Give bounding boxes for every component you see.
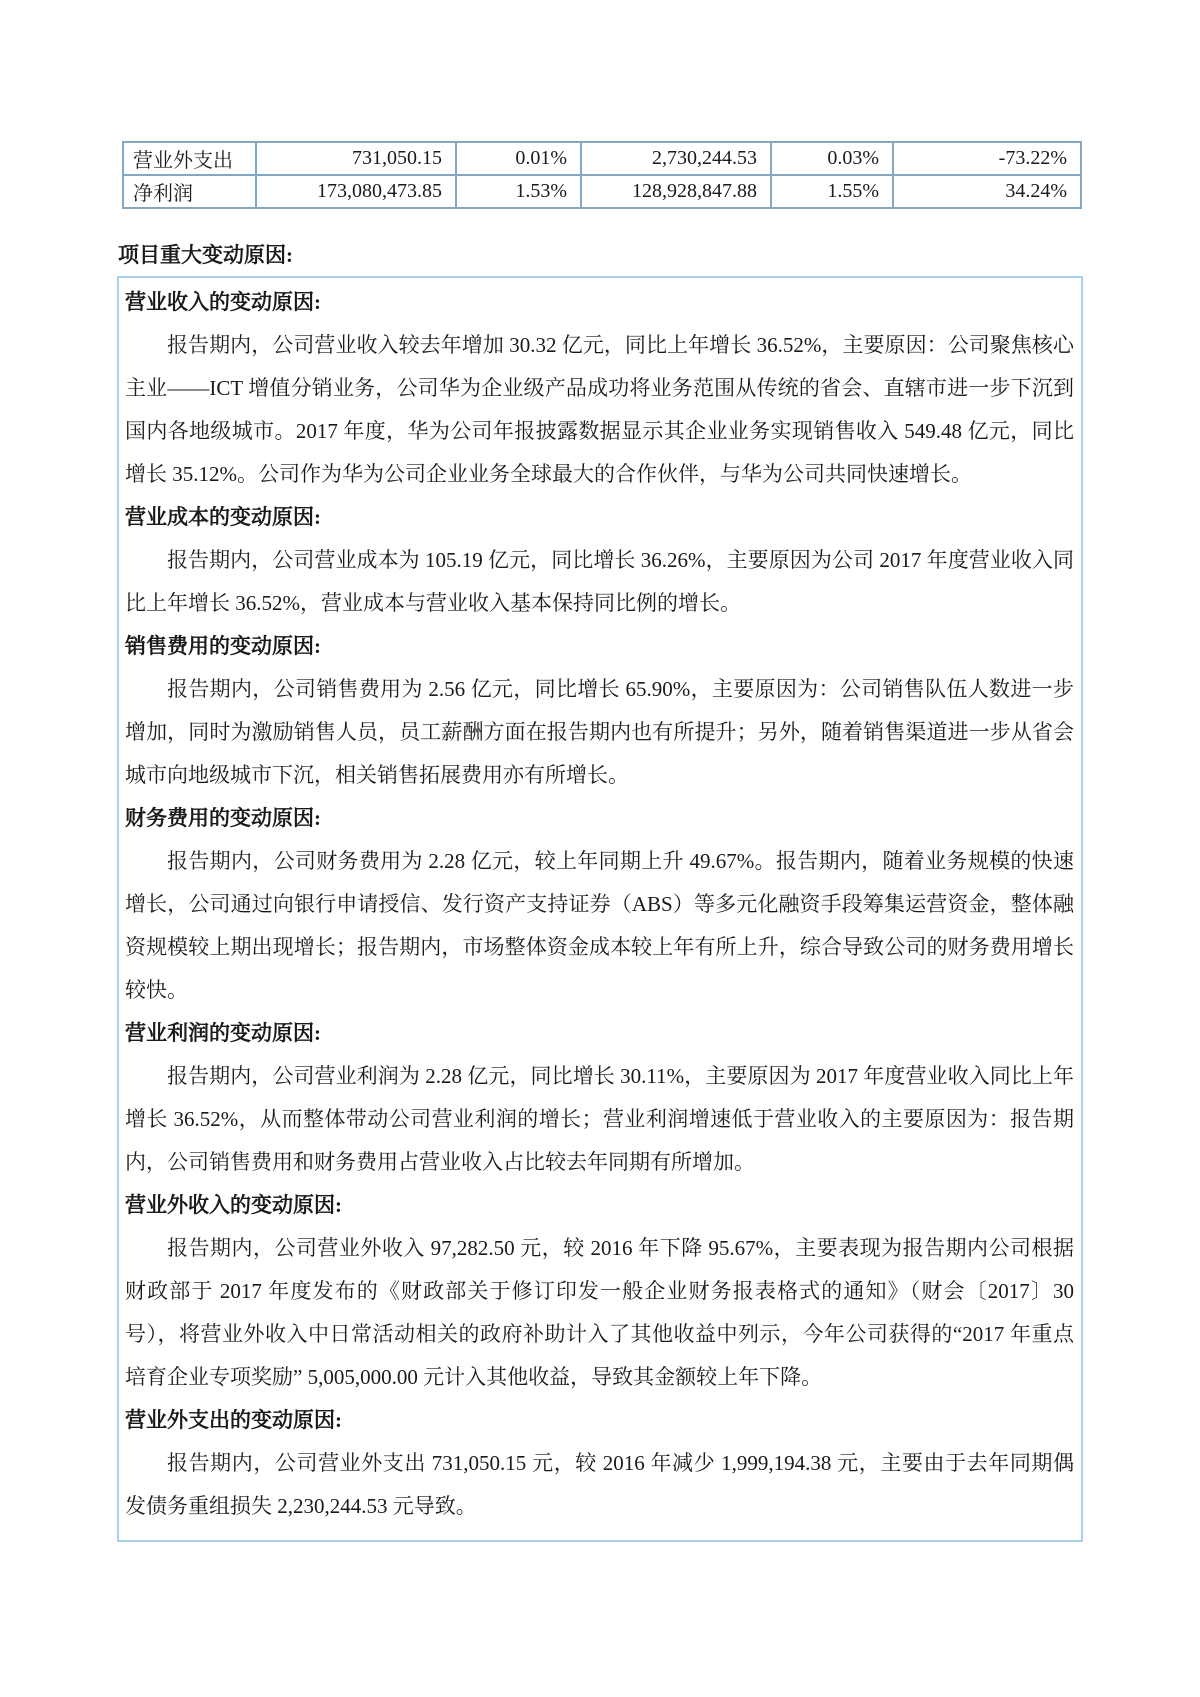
reason-section-financial-expenses — [125, 797, 1074, 1012]
cell-change-percent: -73.22% — [893, 142, 1081, 175]
reason-body: 报告期内，公司营业外收入 97,282.50 元，较 2016 年下降 95.67%，主要表现为报告期内公司根据财政部于 2017 年度发布的《财政部关于修订印发一般企业财务报表格式的通知》（财会〔2017〕30 号），将营业外收入中日常活动相关的政府补助计入了其他收益中列示，今年公司获得的“2017 年重点培育企业专项奖励” 5,005,000.00 元计入其他收益，导致其金额较上年下降。 — [125, 1236, 1074, 1389]
reason-title: 营业利润的变动原因: — [125, 1021, 321, 1045]
reason-body: 报告期内，公司营业成本为 105.19 亿元，同比增长 36.26%，主要原因为公司 2017 年度营业收入同比上年增长 36.52%，营业成本与营业收入基本保持同比例的增长。 — [125, 548, 1074, 615]
reason-section-operating-profit — [125, 1012, 1074, 1184]
reason-title: 营业收入的变动原因: — [125, 290, 321, 314]
reason-title: 销售费用的变动原因: — [125, 634, 321, 658]
table-row-net-profit — [123, 175, 1081, 208]
cell-current-ratio: 0.01% — [456, 142, 581, 175]
reason-title: 营业成本的变动原因: — [125, 505, 321, 529]
reason-body: 报告期内，公司营业外支出 731,050.15 元，较 2016 年减少 1,999,194.38 元，主要由于去年同期偶发债务重组损失 2,230,244.53 元导致。 — [125, 1451, 1074, 1518]
reason-section-selling-expenses — [125, 625, 1074, 797]
reason-body: 报告期内，公司营业收入较去年增加 30.32 亿元，同比上年增长 36.52%，主要原因：公司聚焦核心主业——ICT 增值分销业务，公司华为企业级产品成功将业务范围从传统的省会、直辖市进一步下沉到国内各地级城市。2017 年度，华为公司年报披露数据显示其企业业务实现销售收入 549.48 亿元，同比增长 35.12%。公司作为华为公司企业业务全球最大的合作伙伴，与华为公司共同快速增长。 — [125, 333, 1074, 486]
reason-title: 财务费用的变动原因: — [125, 806, 321, 830]
reason-body: 报告期内，公司财务费用为 2.28 亿元，较上年同期上升 49.67%。报告期内，随着业务规模的快速增长，公司通过向银行申请授信、发行资产支持证券（ABS）等多元化融资手段筹集运营资金，整体融资规模较上期出现增长；报告期内，市场整体资金成本较上年有所上升，综合导致公司的财务费用增长较快。 — [125, 849, 1074, 1002]
reason-body: 报告期内，公司销售费用为 2.56 亿元，同比增长 65.90%，主要原因为：公司销售队伍人数进一步增加，同时为激励销售人员，员工薪酬方面在报告期内也有所提升；另外，随着销售渠道进一步从省会城市向地级城市下沉，相关销售拓展费用亦有所增长。 — [125, 677, 1074, 787]
cell-prior-ratio: 1.55% — [771, 175, 893, 208]
cell-current-amount: 731,050.15 — [256, 142, 456, 175]
section-heading-major-change-reasons: 项目重大变动原因: — [118, 243, 293, 267]
reason-section-operating-cost — [125, 496, 1074, 625]
table-row-nonoperating-expenses — [123, 142, 1081, 175]
cell-prior-ratio: 0.03% — [771, 142, 893, 175]
cell-current-ratio: 1.53% — [456, 175, 581, 208]
financial-summary-table — [122, 141, 1082, 209]
reason-section-operating-revenue — [125, 281, 1074, 496]
cell-current-amount: 173,080,473.85 — [256, 175, 456, 208]
cell-prior-amount: 128,928,847.88 — [581, 175, 771, 208]
reason-section-nonoperating-expenses — [125, 1399, 1074, 1528]
reason-title: 营业外收入的变动原因: — [125, 1193, 342, 1217]
reason-title: 营业外支出的变动原因: — [125, 1408, 342, 1432]
reason-section-nonoperating-income — [125, 1184, 1074, 1399]
row-label: 净利润 — [123, 175, 256, 208]
reason-body: 报告期内，公司营业利润为 2.28 亿元，同比增长 30.11%，主要原因为 2017 年度营业收入同比上年增长 36.52%，从而整体带动公司营业利润的增长；营业利润增速低于营业收入的主要原因为：报告期内，公司销售费用和财务费用占营业收入占比较去年同期有所增加。 — [125, 1064, 1074, 1174]
row-label: 营业外支出 — [123, 142, 256, 175]
reasons-box — [117, 276, 1083, 1542]
cell-change-percent: 34.24% — [893, 175, 1081, 208]
cell-prior-amount: 2,730,244.53 — [581, 142, 771, 175]
